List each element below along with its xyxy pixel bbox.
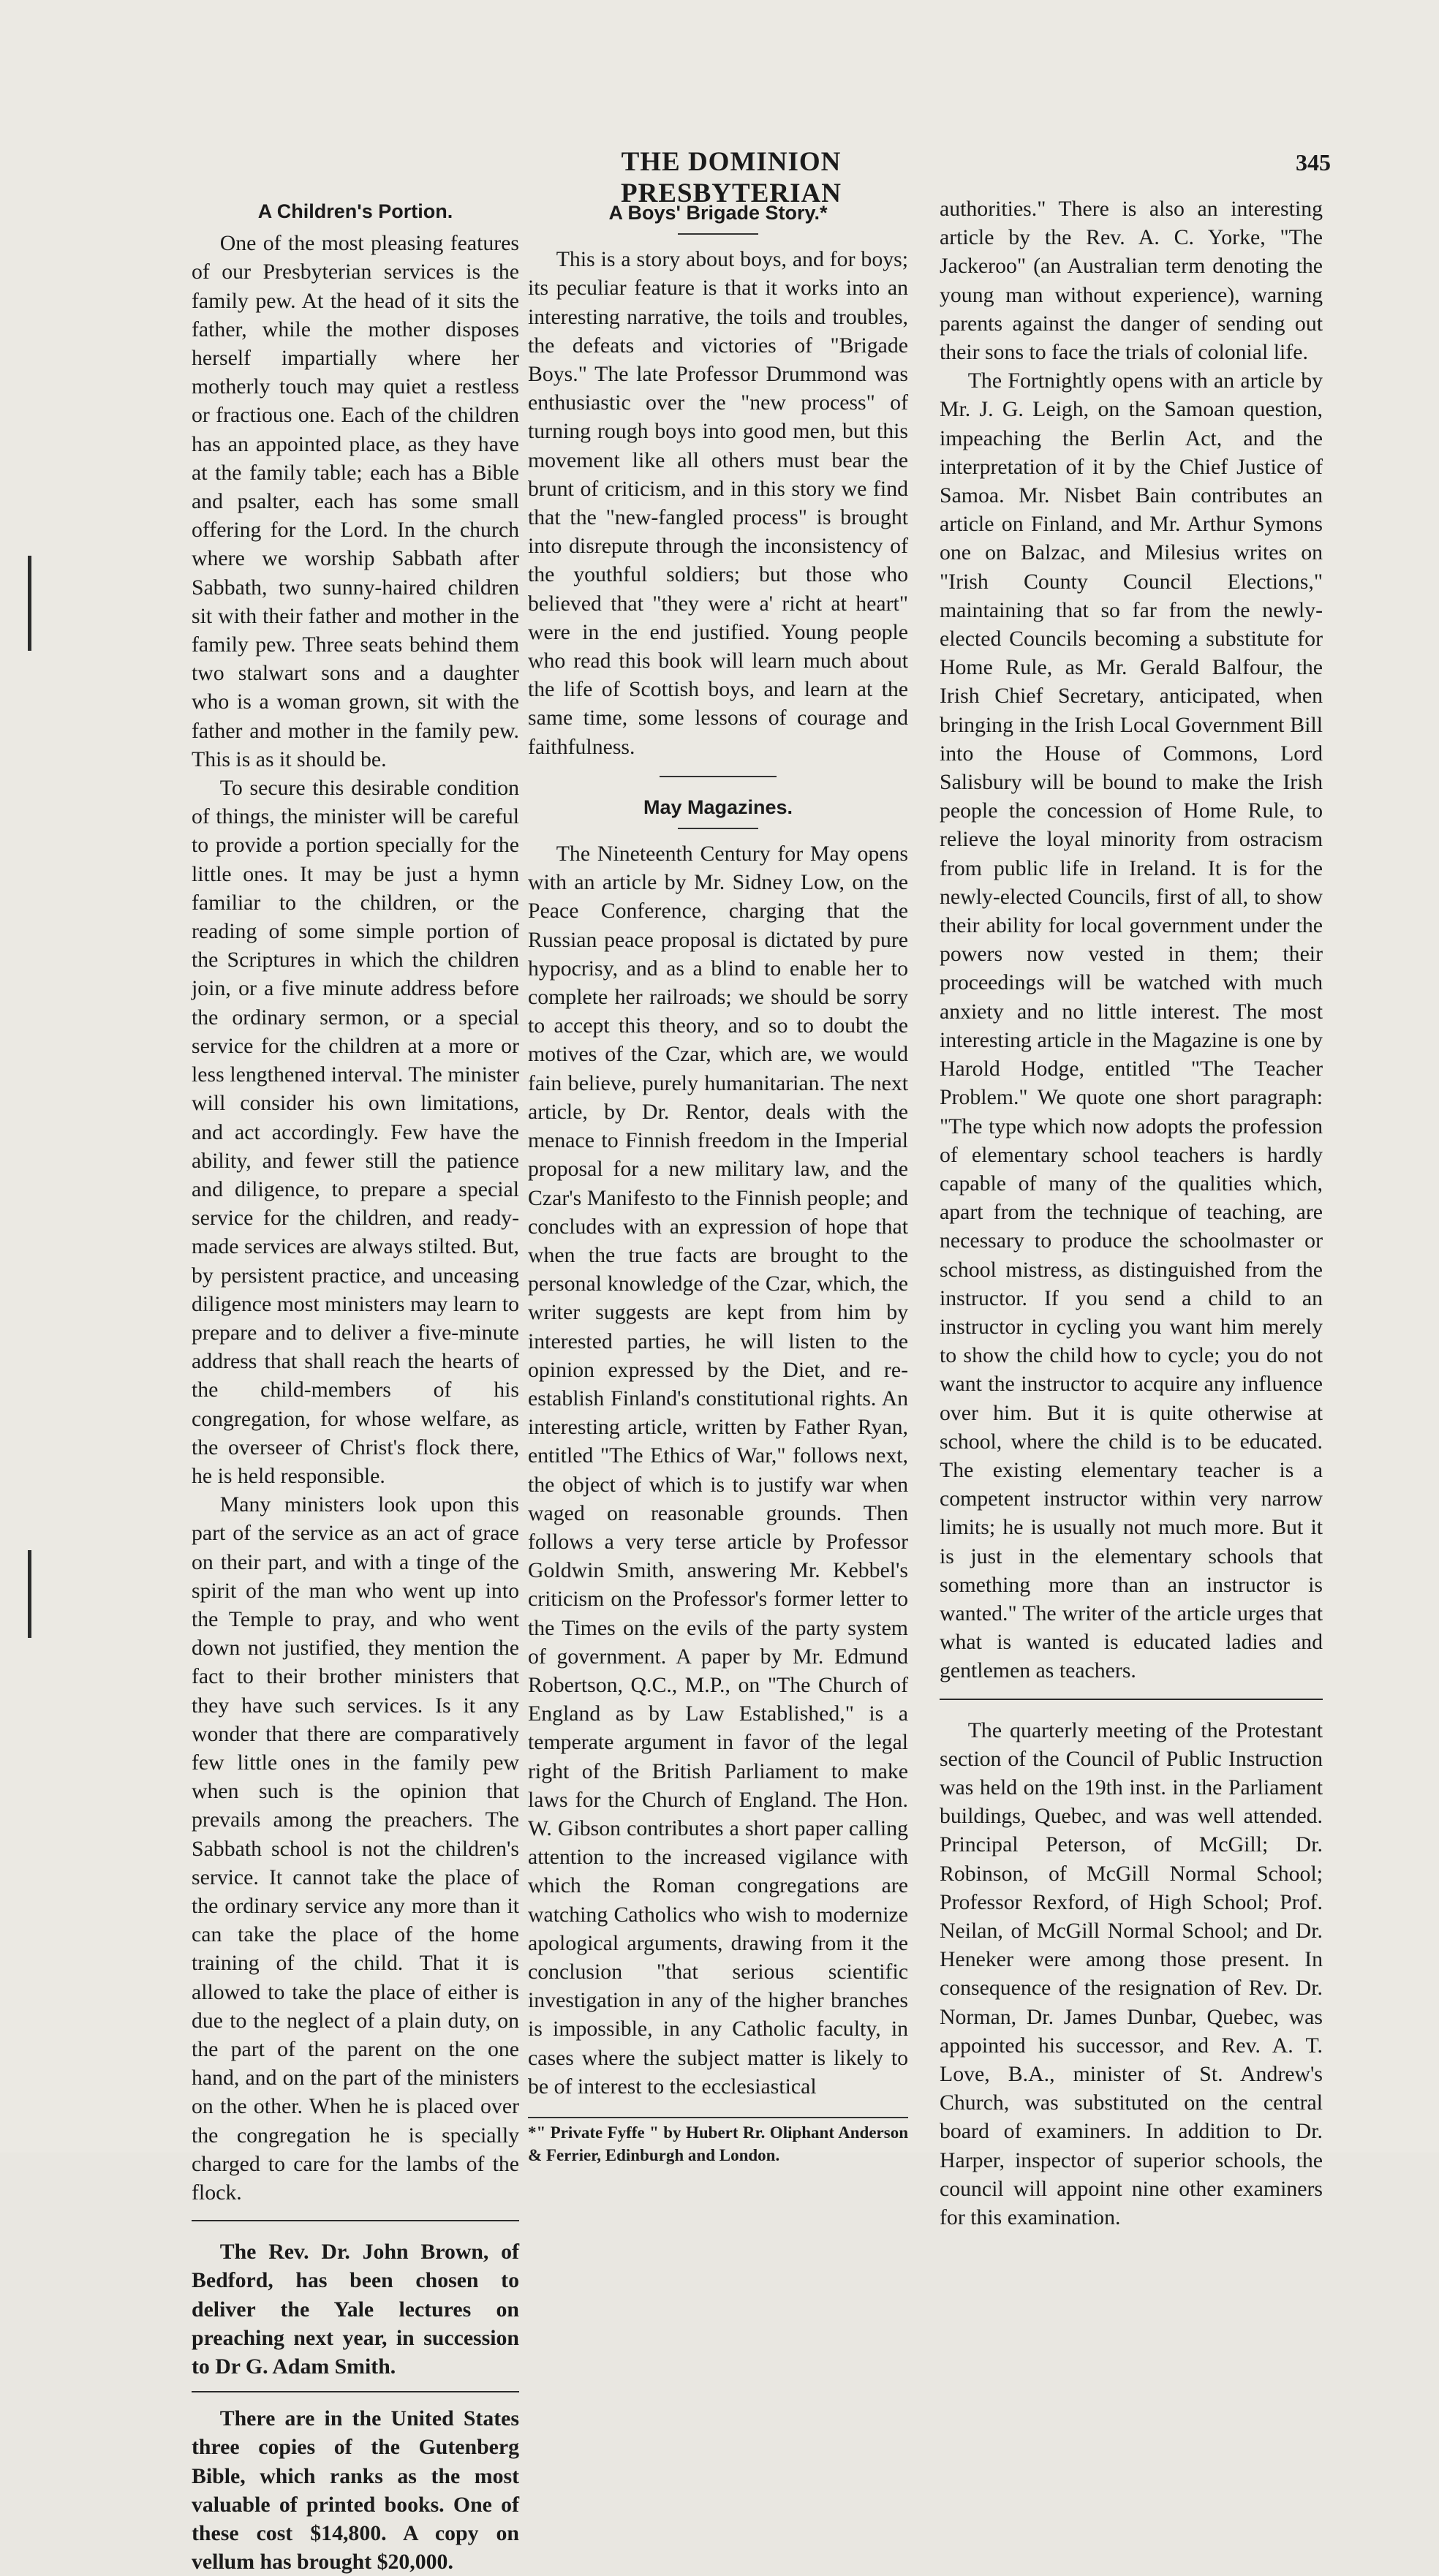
- section-divider: [192, 2391, 519, 2392]
- section-divider: [192, 2220, 519, 2221]
- article-heading-boys-brigade: A Boys' Brigade Story.*: [608, 202, 828, 224]
- article-paragraph: To secure this desirable condition of things, the minister will be careful to provide a portion specially for the little ones. It may be just a hymn familiar to the children, or the reading of some simple portion of the Scriptures in which the children join, or a five minute address before the ordinary sermon, or a special service for the children at a more or less lengthened interval. The minister will consider his own limitations, and act accordingly. Few have the ability, and fewer still the patience and diligence, to prepare a special service for the children, and ready-made services are always stilted. But, by persistent practice, and unceasing diligence most ministers may learn to prepare and to deliver a five-minute address that shall reach the hearts of the child-members of his congregation, for whose welfare, as the overseer of Christ's flock there, he is held responsible.: [192, 776, 519, 1488]
- section-divider: [660, 776, 777, 777]
- column-3: [940, 194, 1323, 2232]
- news-note: The Rev. Dr. John Brown, of Bedford, has been chosen to deliver the Yale lectures on preaching next year, in succession to Dr G. Adam Smith.: [192, 2240, 519, 2379]
- column-1: [192, 194, 519, 2576]
- section-divider: [940, 1699, 1323, 1700]
- article-paragraph: authorities." There is also an interesting article by the Rev. A. C. Yorke, "The Jackeroo" (an Australian term denoting the young man without experience), warning parents against the danger of sending out their sons to face the trials of colonial life.: [940, 197, 1323, 365]
- article-paragraph: The Nineteenth Century for May opens with an article by Mr. Sidney Low, on the Peace Conference, charging that the Russian peace proposal is dictated by pure hypocrisy, and as a blind to enable her to complete her railroads; we should be sorry to accept this theory, and so to doubt the motives of the Czar, which are, we would fain believe, purely humanitarian. The next article, by Dr. Rentor, deals with the menace to Finnish freedom in the Imperial proposal for a new military law, and the Czar's Manifesto to the Finnish people; and concludes with an expression of hope that when the true facts are brought to the personal knowledge of the Czar, which, the writer suggests are kept from him by interested parties, he will listen to the opinion expressed by the Diet, and re-establish Finland's constitutional rights. An interesting article, written by Father Ryan, entitled "The Ethics of War," follows next, the object of which is to justify war when waged on reasonable grounds. Then follows a very terse article by Professor Goldwin Smith, answering Mr. Kebbel's criticism on the Professor's former letter to the Times on the evils of the party system of government. A paper by Mr. Edmund Robertson, Q.C., M.P., on "The Church of England as by Law Established," is a temperate argument in favor of the legal right of the British Parliament to make laws for the Church of England. The Hon. W. Gibson contributes a short paper calling attention to the increased vigilance with which the Roman congregations are watching Catholics who wish to modernize apological arguments, drawing from it the conclusion "that serious scientific investigation in any of the higher branches is impossible, in any Catholic faculty, in cases where the subject matter is likely to be of interest to the ecclesiastical: [528, 842, 908, 2099]
- page-number: 345: [1296, 149, 1331, 175]
- footnote: *" Private Fyffe " by Hubert Rr. Oliphant Anderson & Ferrier, Edinburgh and London.: [528, 2123, 908, 2164]
- news-note: There are in the United States three copies of the Gutenberg Bible, which ranks as the most valuable of printed books. One of these cost $14,800. A copy on vellum has brought $20,000.: [192, 2406, 519, 2575]
- article-heading-may-magazines: May Magazines.: [643, 796, 793, 818]
- article-paragraph: One of the most pleasing features of our Presbyterian services is the family pew. At the head of it sits the father, while the mother disposes herself impartially where her motherly touch may quiet a restless or fractious one. Each of the children has an appointed place, as they have at the family table; each has a Bible and psalter, each has some small offering for the Lord. In the church where we worship Sabbath after Sabbath, two sunny-haired children sit with their father and mother in the family pew. Three seats behind them two stalwart sons and a daughter who is a woman grown, sit with the father and mother in the family pew. This is as it should be.: [192, 231, 519, 771]
- article-heading-childrens-portion: A Children's Portion.: [257, 200, 453, 222]
- article-paragraph: The quarterly meeting of the Protestant section of the Council of Public Instruction was held on the 19th inst. in the Parliament buildings, Quebec, and was well attended. Principal Peterson, of McGill; Dr. Robinson, of McGill Normal School; Professor Rexford, of High School; Prof. Neilan, of McGill Normal School; and Dr. Heneker were among those present. In consequence of the resignation of Rev. Dr. Norman, Dr. James Dunbar, Quebec, was appointed his successor, and Rev. A. T. Love, B.A., minister of St. Andrew's Church, was substituted on the central board of examiners. In addition to Dr. Harper, inspector of superior schools, the council will appoint nine other examiners for this examination.: [940, 1718, 1323, 2230]
- page-header-title: THE DOMINION PRESBYTERIAN: [621, 147, 842, 208]
- binding-mark-top: [28, 556, 31, 651]
- article-paragraph: This is a story about boys, and for boys; its peculiar feature is that it works into an interesting narrative, the toils and troubles, the defeats and victories of "Brigade Boys." The late Professor Drummond was enthusiastic over the "new process" of turning rough boys into good men, but this movement like all others must bear the brunt of criticism, and in this story we find that the "new-fangled process" is brought into disrepute through the inconsistency of the youthful soldiers; but those who believed that "they were a' richt at heart" were in the end justified. Young people who read this book will learn much about the life of Scottish boys, and learn at the same time, some lessons of courage and faithfulness.: [528, 247, 908, 759]
- binding-mark-bottom: [28, 1550, 31, 1638]
- article-paragraph: Many ministers look upon this part of the service as an act of grace on their part, and with a tinge of the spirit of the man who went up into the Temple to pray, and who went down not justified, they mention the fact to their brother ministers that they have such services. Is it any wonder that there are comparatively few little ones in the family pew when such is the opinion that prevails among the preachers. The Sabbath school is not the children's service. It cannot take the place of the ordinary service any more than it can take the place of the home training of the child. That it is allowed to take the place of either is due to the neglect of a plain duty, on the part of the parent on the one hand, and on the part of the ministers on the other. When he is placed over the congregation he is specially charged to care for the lambs of the flock.: [192, 1492, 519, 2205]
- heading-rule: [678, 828, 758, 829]
- column-2: [528, 194, 908, 2167]
- heading-rule: [678, 233, 758, 235]
- footnote-rule: [528, 2117, 908, 2118]
- article-paragraph: The Fortnightly opens with an article by Mr. J. G. Leigh, on the Samoan question, impeaching the Berlin Act, and the interpretation of it by the Chief Justice of Samoa. Mr. Nisbet Bain contributes an article on Finland, and Mr. Arthur Symons one on Balzac, and Milesius writes on "Irish County Council Elections," maintaining that so far from the newly-elected Councils becoming a substitute for Home Rule, as Mr. Gerald Balfour, the Irish Chief Secretary, anticipated, when bringing in the Irish Local Government Bill into the House of Commons, Lord Salisbury will be bound to make the Irish people the concession of Home Rule, to relieve the loyal minority from ostracism from public life in Ireland. It is for the newly-elected Councils, first of all, to show their ability for local government under the powers now vested in them; their proceedings will be watched with much anxiety and no little interest. The most interesting article in the Magazine is one by Harold Hodge, entitled "The Teacher Problem." We quote one short paragraph: "The type which now adopts the profession of elementary school teachers is hardly capable of many of the qualities which, apart from the technique of teaching, are necessary to produce the schoolmaster or school mistress, as distinguished from the instructor. If you send a child to an instructor in cycling you want him merely to show the child how to cycle; you do not want the instructor to acquire any influence over him. But it is quite otherwise at school, where the child is to be educated. The existing elementary teacher is a competent instructor within very narrow limits; he is usually not much more. But it is just in the elementary schools that something more than an instructor is wanted." The writer of the article urges that what is wanted is educated ladies and gentlemen as teachers.: [940, 369, 1323, 1683]
